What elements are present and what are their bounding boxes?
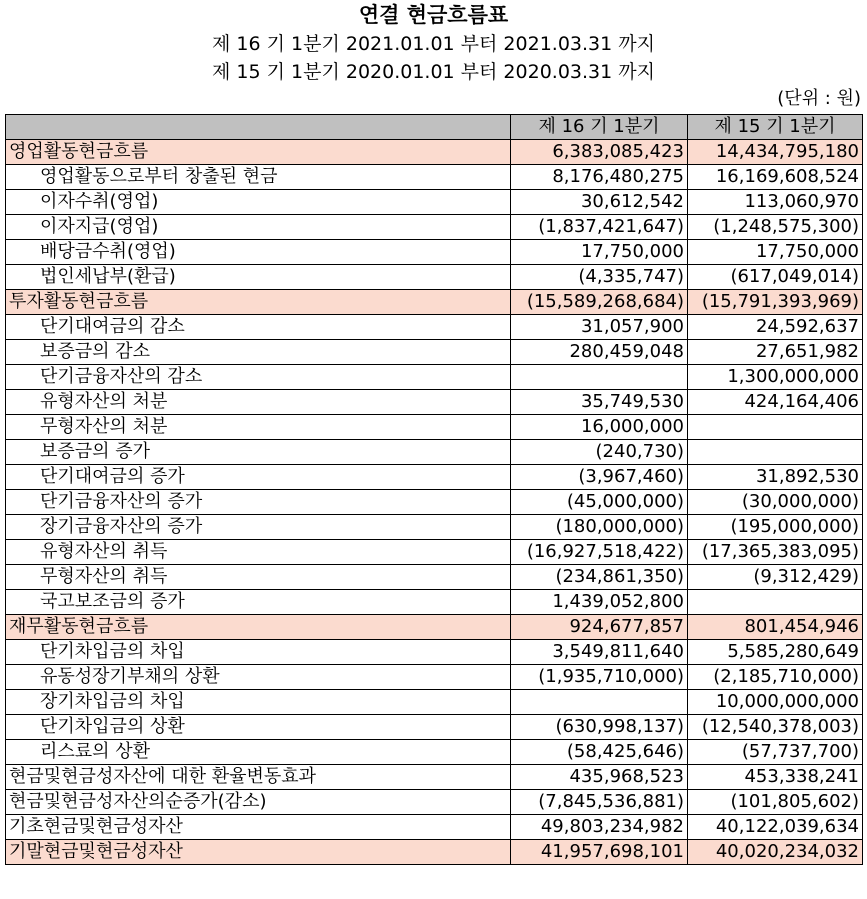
current-period-value: 30,612,542 bbox=[511, 190, 688, 215]
row-label: 단기금융자산의 감소 bbox=[6, 365, 511, 390]
table-row bbox=[6, 390, 863, 415]
table-row bbox=[6, 140, 863, 165]
table-row bbox=[6, 490, 863, 515]
current-period-value: 16,000,000 bbox=[511, 415, 688, 440]
prior-period-value: 10,000,000,000 bbox=[688, 690, 863, 715]
table-row bbox=[6, 340, 863, 365]
row-label: 보증금의 감소 bbox=[6, 340, 511, 365]
prior-period-value: (101,805,602) bbox=[688, 790, 863, 815]
table-row bbox=[6, 840, 863, 865]
table-row bbox=[6, 240, 863, 265]
cash-flow-table bbox=[5, 114, 863, 865]
current-period-value: (7,845,536,881) bbox=[511, 790, 688, 815]
prior-period-value: (57,737,700) bbox=[688, 740, 863, 765]
prior-period-value: 31,892,530 bbox=[688, 465, 863, 490]
table-row bbox=[6, 815, 863, 840]
prior-period-value: 16,169,608,524 bbox=[688, 165, 863, 190]
current-period-value: 49,803,234,982 bbox=[511, 815, 688, 840]
row-label: 유형자산의 처분 bbox=[6, 390, 511, 415]
current-period-value bbox=[511, 690, 688, 715]
table-row bbox=[6, 415, 863, 440]
row-label: 법인세납부(환급) bbox=[6, 265, 511, 290]
row-label: 투자활동현금흐름 bbox=[6, 290, 511, 315]
table-row bbox=[6, 715, 863, 740]
row-label: 무형자산의 처분 bbox=[6, 415, 511, 440]
row-label: 영업활동현금흐름 bbox=[6, 140, 511, 165]
table-row bbox=[6, 690, 863, 715]
current-period-value: 31,057,900 bbox=[511, 315, 688, 340]
unit-label: (단위 : 원) bbox=[777, 88, 861, 109]
current-period-value: 1,439,052,800 bbox=[511, 590, 688, 615]
row-label: 유동성장기부채의 상환 bbox=[6, 665, 511, 690]
prior-period-value: 40,020,234,032 bbox=[688, 840, 863, 865]
table-row bbox=[6, 465, 863, 490]
table-row bbox=[6, 290, 863, 315]
row-label: 단기대여금의 감소 bbox=[6, 315, 511, 340]
prior-period-value bbox=[688, 415, 863, 440]
current-period-value: 280,459,048 bbox=[511, 340, 688, 365]
row-label: 이자지급(영업) bbox=[6, 215, 511, 240]
row-label: 배당금수취(영업) bbox=[6, 240, 511, 265]
period-prior-line: 제 15 기 1분기 2020.01.01 부터 2020.03.31 까지 bbox=[212, 61, 655, 83]
table-row bbox=[6, 315, 863, 340]
table-row bbox=[6, 265, 863, 290]
row-label: 보증금의 증가 bbox=[6, 440, 511, 465]
prior-period-value: (2,185,710,000) bbox=[688, 665, 863, 690]
current-period-value: (240,730) bbox=[511, 440, 688, 465]
row-label: 국고보조금의 증가 bbox=[6, 590, 511, 615]
header-current-period: 제 16 기 1분기 bbox=[511, 115, 688, 140]
row-label: 장기차입금의 차입 bbox=[6, 690, 511, 715]
row-label: 기말현금및현금성자산 bbox=[6, 840, 511, 865]
prior-period-value: (30,000,000) bbox=[688, 490, 863, 515]
current-period-value: (16,927,518,422) bbox=[511, 540, 688, 565]
table-row bbox=[6, 165, 863, 190]
row-label: 이자수취(영업) bbox=[6, 190, 511, 215]
current-period-value: (1,935,710,000) bbox=[511, 665, 688, 690]
current-period-value: 6,383,085,423 bbox=[511, 140, 688, 165]
current-period-value: 35,749,530 bbox=[511, 390, 688, 415]
prior-period-value: 27,651,982 bbox=[688, 340, 863, 365]
table-row bbox=[6, 590, 863, 615]
table-header-row bbox=[6, 115, 863, 140]
current-period-value: (630,998,137) bbox=[511, 715, 688, 740]
current-period-value: (180,000,000) bbox=[511, 515, 688, 540]
prior-period-value bbox=[688, 440, 863, 465]
current-period-value: 17,750,000 bbox=[511, 240, 688, 265]
current-period-value: (58,425,646) bbox=[511, 740, 688, 765]
current-period-value: 8,176,480,275 bbox=[511, 165, 688, 190]
table-row bbox=[6, 440, 863, 465]
row-label: 단기금융자산의 증가 bbox=[6, 490, 511, 515]
table-row bbox=[6, 215, 863, 240]
prior-period-value: 14,434,795,180 bbox=[688, 140, 863, 165]
prior-period-value: (15,791,393,969) bbox=[688, 290, 863, 315]
table-row bbox=[6, 790, 863, 815]
current-period-value: 3,549,811,640 bbox=[511, 640, 688, 665]
current-period-value: (234,861,350) bbox=[511, 565, 688, 590]
row-label: 장기금융자산의 증가 bbox=[6, 515, 511, 540]
prior-period-value: 453,338,241 bbox=[688, 765, 863, 790]
table-row bbox=[6, 740, 863, 765]
current-period-value: 41,957,698,101 bbox=[511, 840, 688, 865]
statement-title: 연결 현금흐름표 bbox=[358, 3, 509, 27]
table-row bbox=[6, 365, 863, 390]
prior-period-value: 801,454,946 bbox=[688, 615, 863, 640]
current-period-value: 924,677,857 bbox=[511, 615, 688, 640]
row-label: 재무활동현금흐름 bbox=[6, 615, 511, 640]
row-label: 현금및현금성자산에 대한 환율변동효과 bbox=[6, 765, 511, 790]
prior-period-value: 424,164,406 bbox=[688, 390, 863, 415]
prior-period-value: 24,592,637 bbox=[688, 315, 863, 340]
prior-period-value: 5,585,280,649 bbox=[688, 640, 863, 665]
current-period-value: (15,589,268,684) bbox=[511, 290, 688, 315]
row-label: 리스료의 상환 bbox=[6, 740, 511, 765]
prior-period-value: (9,312,429) bbox=[688, 565, 863, 590]
table-row bbox=[6, 515, 863, 540]
table-body bbox=[6, 140, 863, 865]
table-row bbox=[6, 640, 863, 665]
table-row bbox=[6, 540, 863, 565]
row-label: 단기차입금의 차입 bbox=[6, 640, 511, 665]
row-label: 단기차입금의 상환 bbox=[6, 715, 511, 740]
table-row bbox=[6, 615, 863, 640]
table-row bbox=[6, 665, 863, 690]
prior-period-value: (617,049,014) bbox=[688, 265, 863, 290]
current-period-value: (45,000,000) bbox=[511, 490, 688, 515]
table-row bbox=[6, 765, 863, 790]
prior-period-value: 40,122,039,634 bbox=[688, 815, 863, 840]
prior-period-value: (17,365,383,095) bbox=[688, 540, 863, 565]
prior-period-value: 113,060,970 bbox=[688, 190, 863, 215]
prior-period-value: (12,540,378,003) bbox=[688, 715, 863, 740]
prior-period-value: 17,750,000 bbox=[688, 240, 863, 265]
table-row bbox=[6, 190, 863, 215]
prior-period-value: 1,300,000,000 bbox=[688, 365, 863, 390]
row-label: 기초현금및현금성자산 bbox=[6, 815, 511, 840]
row-label: 영업활동으로부터 창출된 현금 bbox=[6, 165, 511, 190]
current-period-value: 435,968,523 bbox=[511, 765, 688, 790]
prior-period-value bbox=[688, 590, 863, 615]
prior-period-value: (195,000,000) bbox=[688, 515, 863, 540]
row-label: 유형자산의 취득 bbox=[6, 540, 511, 565]
period-current-line: 제 16 기 1분기 2021.01.01 부터 2021.03.31 까지 bbox=[212, 33, 655, 55]
prior-period-value: (1,248,575,300) bbox=[688, 215, 863, 240]
current-period-value bbox=[511, 365, 688, 390]
row-label: 단기대여금의 증가 bbox=[6, 465, 511, 490]
header-label-cell bbox=[6, 115, 511, 140]
row-label: 무형자산의 취득 bbox=[6, 565, 511, 590]
row-label: 현금및현금성자산의순증가(감소) bbox=[6, 790, 511, 815]
current-period-value: (3,967,460) bbox=[511, 465, 688, 490]
current-period-value: (1,837,421,647) bbox=[511, 215, 688, 240]
header-prior-period: 제 15 기 1분기 bbox=[688, 115, 863, 140]
current-period-value: (4,335,747) bbox=[511, 265, 688, 290]
table-row bbox=[6, 565, 863, 590]
